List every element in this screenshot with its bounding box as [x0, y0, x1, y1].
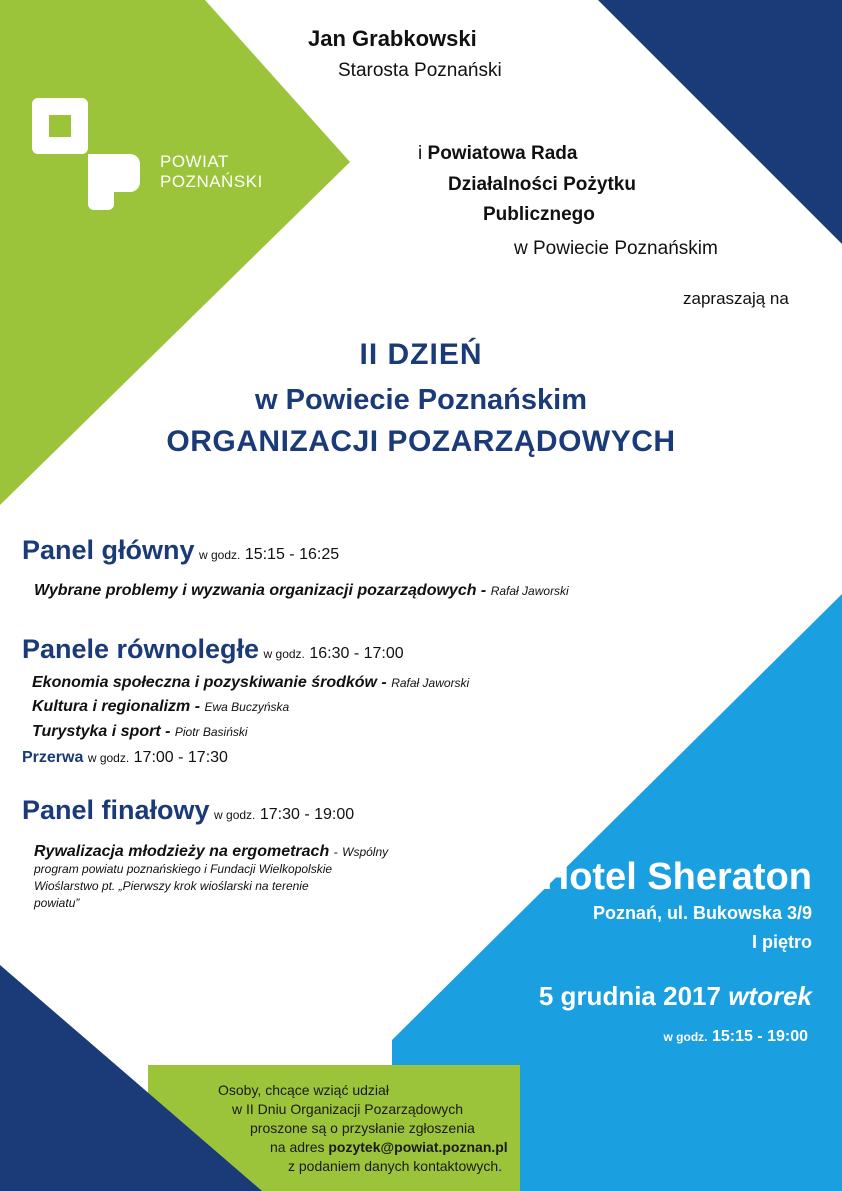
reg-line-3: proszone są o przysłanie zgłoszenia: [250, 1120, 475, 1136]
panel-final-topic: Rywalizacja młodzieży na ergometrach: [34, 843, 330, 860]
venue-time-row: [663, 1028, 808, 1046]
panel-final-time-value: 17:30 - 19:00: [259, 806, 355, 823]
event-title-line-3: ORGANIZACJI POZARZĄDOWYCH: [166, 425, 676, 458]
host-name: Jan Grabkowski: [308, 26, 477, 51]
panel-final-item: [34, 843, 464, 912]
council-line-2: Działalności Pożytku: [448, 174, 636, 195]
navy-triangle-top-right: [598, 0, 842, 244]
panel-main-time: [199, 546, 339, 563]
venue-weekday: wtorek: [728, 981, 812, 1011]
council-name-1: Powiatowa Rada: [427, 143, 578, 164]
final-desc-4: powiatu”: [34, 896, 80, 910]
event-title-line-1: II DZIEŃ: [359, 338, 483, 371]
panel-main-title: Panel główny: [22, 535, 195, 565]
council-line-3: Publicznego: [483, 204, 595, 225]
parallel-topic-3: Turystyka i sport: [32, 723, 161, 740]
logo-text: [160, 152, 263, 192]
reg-email[interactable]: pozytek@powiat.poznan.pl: [328, 1139, 508, 1155]
venue-time: 15:15 - 19:00: [711, 1028, 808, 1045]
parallel-topic-2: Kultura i regionalizm: [32, 698, 191, 715]
panel-parallel-time: [264, 645, 404, 662]
final-desc-2: program powiatu poznańskiego i Fundacji Wielkopolskie: [34, 862, 333, 876]
panel-final-time-prefix: w godz.: [214, 808, 256, 822]
parallel-speaker-1: Rafał Jaworski: [391, 676, 470, 690]
final-dash: -: [333, 845, 338, 859]
reg-line-4-prefix: na adres: [270, 1139, 325, 1155]
parallel-item-3: Turystyka i sport - Piotr Basiński: [32, 723, 248, 740]
panel-main-time-prefix: w godz.: [199, 548, 241, 562]
panel-main-item: Wybrane problemy i wyzwania organizacji pozarządowych - Rafał Jaworski: [34, 582, 569, 599]
final-desc-3: Wioślarstwo pt. „Pierwszy krok wioślarski na terenie: [34, 879, 309, 893]
parallel-speaker-3: Piotr Basiński: [174, 725, 248, 739]
panel-parallel-time-prefix: w godz.: [263, 647, 305, 661]
parallel-item-1: Ekonomia społeczna i pozyskiwanie środków - Rafał Jaworski: [32, 674, 470, 691]
logo: [32, 98, 144, 215]
invite-text: zapraszają na: [683, 289, 789, 308]
break-label: Przerwa: [22, 749, 84, 766]
panel-parallel-title: Panele równoległe: [22, 634, 260, 664]
venue-date-row: [539, 981, 812, 1012]
final-desc-1: Wspólny: [342, 845, 389, 859]
venue-floor: I piętro: [751, 932, 812, 952]
blue-overlap-bottom: [520, 1065, 842, 1191]
parallel-item-2: Kultura i regionalizm - Ewa Buczyńska: [32, 698, 290, 715]
host-role: Starosta Poznański: [338, 60, 502, 81]
logo-line-1: POWIAT: [160, 152, 229, 171]
break-time-prefix: w godz.: [87, 751, 130, 765]
logo-line-2: POZNAŃSKI: [160, 172, 263, 191]
panel-final-header: [22, 795, 354, 826]
reg-line-5: z podaniem danych kontaktowych.: [288, 1158, 503, 1174]
panel-main-speaker: Rafał Jaworski: [490, 584, 569, 598]
venue-address: Poznań, ul. Bukowska 3/9: [592, 903, 812, 923]
parallel-speaker-2: Ewa Buczyńska: [204, 700, 290, 714]
break-row: [22, 749, 228, 767]
panel-final-title: Panel finałowy: [22, 795, 210, 825]
reg-line-4: [218, 1138, 508, 1157]
council-line-1: [418, 143, 577, 165]
venue-time-prefix: w godz.: [663, 1030, 708, 1044]
panel-parallel-header: [22, 634, 404, 665]
event-title-line-2: w Powiecie Poznańskim: [255, 384, 587, 416]
reg-line-1: Osoby, chcące wziąć udział: [218, 1082, 389, 1098]
panel-main-time-value: 15:15 - 16:25: [244, 546, 340, 563]
panel-parallel-time-value: 16:30 - 17:00: [309, 645, 404, 662]
venue-name: Hotel Sheraton: [541, 856, 812, 898]
registration-note: [218, 1081, 508, 1176]
reg-line-2: w II Dniu Organizacji Pozarządowych: [232, 1101, 464, 1117]
panel-final-time: [214, 806, 354, 823]
venue-date: 5 grudnia 2017: [538, 981, 721, 1011]
panel-main-header: [22, 535, 339, 566]
council-prefix: i: [418, 143, 423, 164]
parallel-topic-1: Ekonomia społeczna i pozyskiwanie środków: [32, 674, 377, 691]
panel-main-topic: Wybrane problemy i wyzwania organizacji pozarządowych: [34, 582, 477, 599]
break-time: 17:00 - 17:30: [133, 749, 228, 766]
powiat-logo-icon: [32, 98, 144, 210]
council-line-4: w Powiecie Poznańskim: [514, 238, 718, 259]
